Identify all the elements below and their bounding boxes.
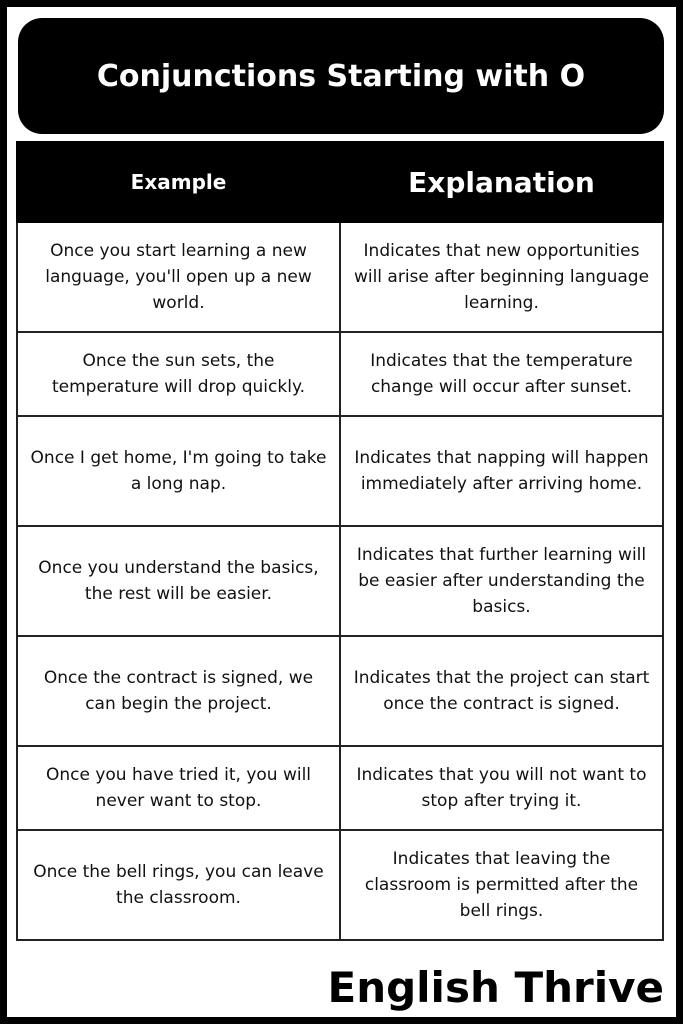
example-cell: Once you understand the basics, the rest will be easier. (17, 526, 340, 636)
table-row (17, 746, 663, 830)
explanation-cell: Indicates that you will not want to stop after trying it. (340, 746, 663, 830)
example-cell: Once I get home, I'm going to take a long nap. (17, 416, 340, 526)
table-row (17, 526, 663, 636)
page-title: Conjunctions Starting with O (96, 58, 586, 94)
table-row (17, 416, 663, 526)
table-row (17, 636, 663, 746)
explanation-cell: Indicates that the temperature change will occur after sunset. (340, 332, 663, 416)
table-header-row (17, 142, 663, 222)
brand-logo-text: English Thrive (327, 963, 664, 1012)
explanation-cell: Indicates that new opportunities will arise after beginning language learning. (340, 222, 663, 332)
column-header-example: Example (17, 142, 340, 222)
example-cell: Once the sun sets, the temperature will drop quickly. (17, 332, 340, 416)
example-cell: Once the bell rings, you can leave the classroom. (17, 830, 340, 940)
explanation-cell: Indicates that further learning will be easier after understanding the basics. (340, 526, 663, 636)
table-row (17, 830, 663, 940)
explanation-cell: Indicates that the project can start once the contract is signed. (340, 636, 663, 746)
example-cell: Once you have tried it, you will never want to stop. (17, 746, 340, 830)
conjunctions-table (16, 141, 664, 941)
table-row (17, 222, 663, 332)
column-header-explanation: Explanation (340, 142, 663, 222)
title-banner (18, 18, 664, 134)
table-row (17, 332, 663, 416)
example-cell: Once you start learning a new language, you'll open up a new world. (17, 222, 340, 332)
example-cell: Once the contract is signed, we can begin the project. (17, 636, 340, 746)
explanation-cell: Indicates that napping will happen immediately after arriving home. (340, 416, 663, 526)
explanation-cell: Indicates that leaving the classroom is permitted after the bell rings. (340, 830, 663, 940)
